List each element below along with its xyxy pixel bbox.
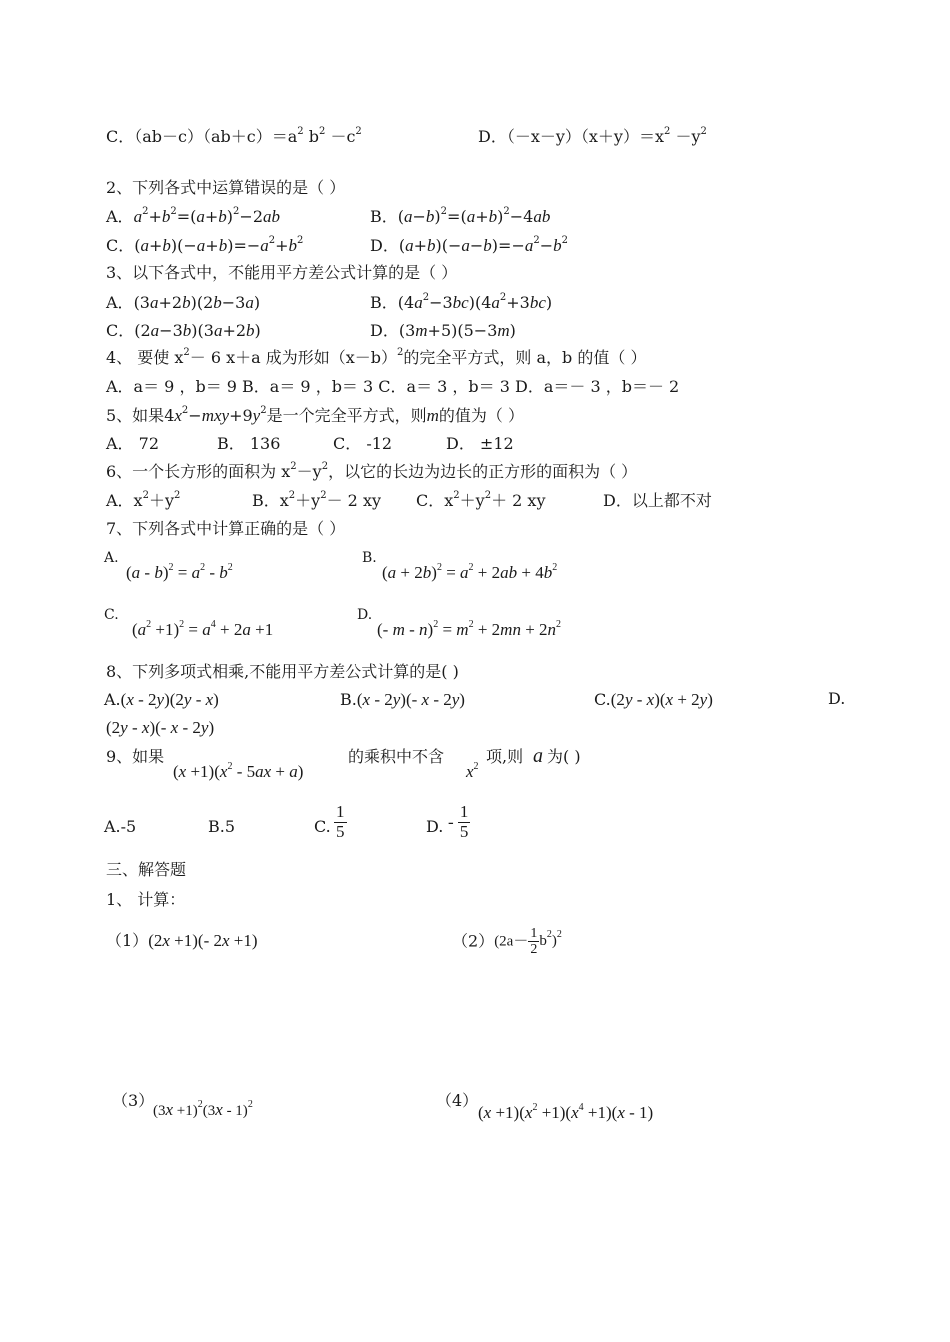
- q7-label-c: C.: [104, 607, 119, 623]
- q7-stem: 7、下列各式中计算正确的是（ ）: [106, 519, 346, 538]
- q9-stem-c: 项,则: [486, 747, 524, 766]
- q8-stem: 8、下列多项式相乘,不能用平方差公式计算的是( ): [106, 662, 459, 681]
- q7-label-a: A.: [104, 550, 119, 566]
- calc-4-label: （4）: [436, 1091, 479, 1110]
- q9-expr: $(x +1)(x^2 - 5ax + a)$: [173, 761, 304, 781]
- option-c-intro: C．$(ab-c)(ab+c)=a^2$ $b^2 -c^2$: [106, 126, 362, 146]
- q6-stem: 6、一个长方形的面积为 $x^2-y^2$，以它的长边为边长的正方形的面积为（ ）: [106, 461, 638, 481]
- q4-stem: 4、 要使 $x^2- 6$ x＋a 成为形如$(x-b)^2$的完全平方式，则 a，b 的值（ ）: [106, 347, 647, 367]
- q9-a: a: [533, 745, 543, 767]
- q5-option-b: B． 136: [217, 434, 281, 453]
- q2-option-a: A．$a^2+b^2=(a+b)^2-2ab$: [106, 206, 280, 226]
- q7-expr-a: $(a - b)^2 = a^2 - b^2$: [126, 562, 233, 582]
- q9-x2: $x^2$: [466, 761, 479, 781]
- q6-option-d: D．以上都不对: [603, 491, 712, 510]
- q8-option-d: (2y - x)(- x - 2y): [106, 718, 215, 737]
- q4-options: A．a＝ 9 ，b＝ 9 B．a＝ 9 ，b＝ 3 C．a＝ 3 ，b＝ 3 D．a＝－ 3 ，b＝－ 2: [106, 377, 680, 396]
- q9-stem-d: 为( ): [547, 747, 581, 766]
- q7-expr-c: $(a^2 +1)^2 = a^4 + 2a +1$: [132, 619, 274, 639]
- q9-stem-b: 的乘积中不含: [348, 747, 445, 766]
- q2-option-d: D．$(a+b)(-a-b)=-a^2-b^2$: [370, 235, 569, 255]
- q7-expr-d: (- $m - n)^2 = m^2 + 2mn + 2n^2$: [377, 619, 562, 639]
- q7-label-b: B.: [362, 550, 377, 566]
- q7-label-d: D.: [357, 607, 373, 623]
- q2-option-b: B．$(a-b)^2=(a+b)^2-4ab$: [370, 206, 551, 226]
- q5-stem: 5、如果$4x^2-mxy+9y^2$是一个完全平方式，则m的值为（ ）: [106, 405, 524, 425]
- q2-stem: 2、下列各式中运算错误的是（ ）: [106, 178, 346, 197]
- q8-label-d: D.: [828, 689, 846, 708]
- q7-expr-b: $(a + 2b)^2 = a^2 + 2ab + 4b^2$: [382, 562, 558, 582]
- option-d-intro: D．$(-x-y)(x+y)=x^2 -y^2$: [478, 126, 707, 146]
- q2-option-c: C．$(a+b)(-a+b)=-a^2+b^2$: [106, 235, 304, 255]
- calc-heading: 1、 计算：: [106, 890, 186, 909]
- calc-4: $(x +1)(x^2 +1)(x^4 +1)(x - 1)$: [478, 1102, 654, 1122]
- q5-option-d: D． ±12: [446, 434, 514, 453]
- q9-option-d: - $\frac{1}{5}$: [448, 802, 469, 841]
- q8-option-a: A.(x - 2y)(2y - x): [104, 690, 219, 709]
- q3-option-b: B．$(4a^2-3bc)(4a^2+3bc)$: [370, 292, 553, 312]
- q6-option-b: B．$x^2+y^2- 2$ xy: [252, 490, 382, 510]
- q8-option-c: C.(2y - x)(x + 2y): [594, 690, 713, 709]
- q5-option-c: C． -12: [333, 434, 393, 453]
- q9-option-c: $\frac{1}{5}$: [336, 802, 345, 841]
- q6-option-a: A．$x^2+y^2$: [106, 490, 181, 510]
- q6-option-c: C．$x^2+y^2+ 2$ xy: [416, 490, 546, 510]
- q9-label-c: C.: [314, 817, 331, 836]
- section-title: 三、解答题: [106, 860, 187, 879]
- calc-3-label: （3）: [112, 1091, 155, 1110]
- q9-label-d: D.: [426, 817, 444, 836]
- q3-option-c: C．(2a−3b)(3a+2b): [106, 321, 261, 340]
- q3-option-d: D．(3m+5)(5−3m): [370, 321, 516, 340]
- q9-option-b: B.5: [208, 817, 236, 836]
- q5-option-a: A． 72: [106, 434, 160, 453]
- calc-1: （1）(2x +1)(- 2x +1): [106, 931, 258, 950]
- q3-stem: 3、以下各式中，不能用平方差公式计算的是（ ）: [106, 263, 458, 282]
- calc-2: （2）(2a－ $\frac{1}{2}$ $b^2)^2$: [452, 926, 562, 958]
- q9-stem-a: 9、如果: [106, 747, 165, 766]
- calc-3: $(3x +1)^2(3x - 1)^2$: [153, 1099, 253, 1119]
- q3-option-a: A．(3a+2b)(2b−3a): [106, 293, 261, 312]
- q9-option-a: A.-5: [104, 817, 137, 836]
- q8-option-b: B.(x - 2y)(- x - 2y): [340, 690, 465, 709]
